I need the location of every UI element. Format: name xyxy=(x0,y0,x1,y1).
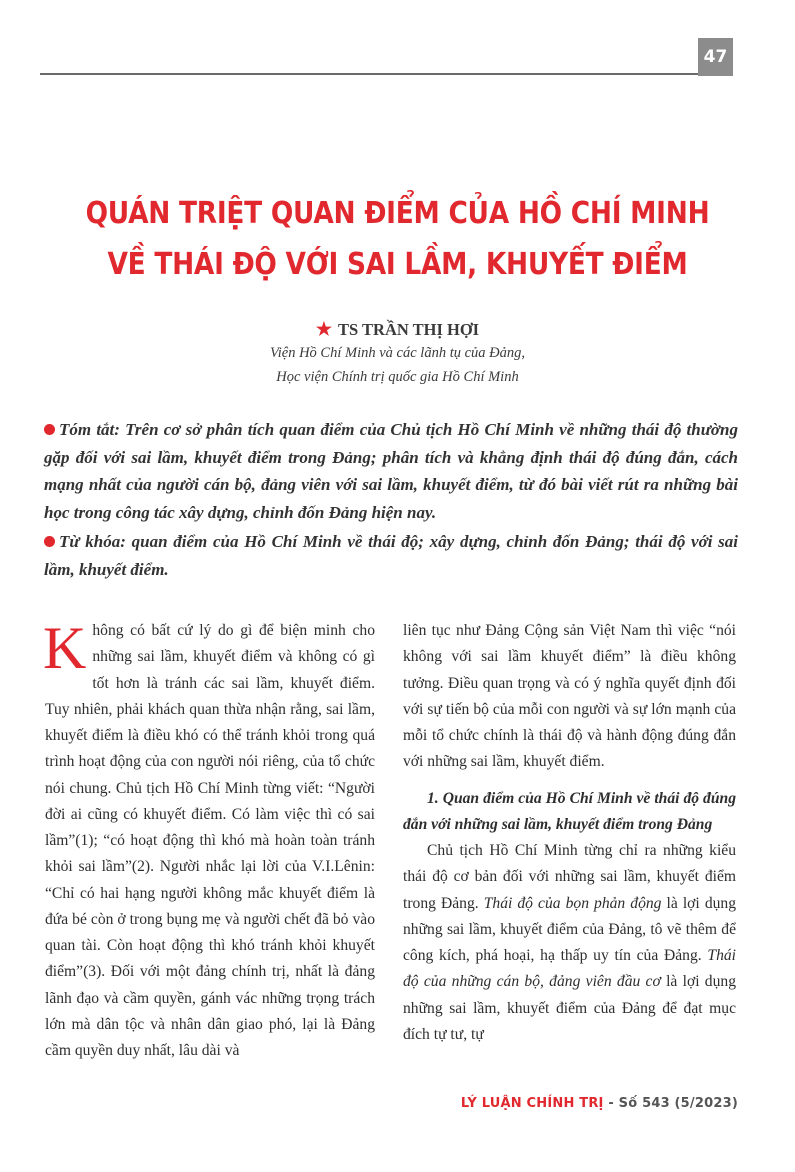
keywords-label: Từ khóa xyxy=(59,532,121,551)
author-name: TS TRẦN THỊ HỢI xyxy=(338,320,480,339)
body-right-column xyxy=(403,618,736,1048)
affiliation-line-2: Học viện Chính trị quốc gia Hồ Chí Minh xyxy=(276,369,519,385)
footer xyxy=(461,1096,738,1111)
issue-number: Số 543 (5/2023) xyxy=(618,1096,738,1111)
author-line xyxy=(0,319,795,340)
keywords-paragraph xyxy=(44,528,738,583)
keywords-text: : quan điểm của Hồ Chí Minh về thái độ; xây dựng, chỉnh đốn Đảng; thái độ với sai lầm, khuyết điểm. xyxy=(44,532,738,579)
affiliation-line-1: Viện Hồ Chí Minh và các lãnh tụ của Đảng, xyxy=(269,345,526,361)
p2-emphasis-1: Thái độ của bọn phản động xyxy=(483,894,662,912)
star-icon: ★ xyxy=(315,319,333,339)
p2-text-b: là lợi dụng những sai lầm, khuyết điểm của Đảng, tô vẽ thêm để công kích, phá hoại, hạ thấp uy tín của Đảng. xyxy=(403,894,737,964)
bullet-icon xyxy=(44,424,55,435)
title-line-1: QUÁN TRIỆT QUAN ĐIỂM CỦA HỒ CHÍ MINH xyxy=(85,196,710,231)
summary-label: Tóm tắt xyxy=(59,420,115,439)
summary-paragraph xyxy=(44,416,738,526)
intro-paragraph xyxy=(43,615,375,1064)
right-paragraph-2 xyxy=(403,838,736,1048)
footer-separator: - xyxy=(603,1096,619,1111)
journal-name: LÝ LUẬN CHÍNH TRỊ xyxy=(460,1096,604,1111)
section-heading: 1. Quan điểm của Hồ Chí Minh về thái độ đúng đắn với những sai lầm, khuyết điểm trong Đảng xyxy=(403,789,736,833)
header-rule xyxy=(40,73,698,75)
title-line-2: VỀ THÁI ĐỘ VỚI SAI LẦM, KHUYẾT ĐIỂM xyxy=(107,247,688,282)
left-column-text: hông có bất cứ lý do gì để biện minh cho những sai lầm, khuyết điểm và không có gì tốt hơn là tránh các sai lầm, khuyết điểm. Tuy nhiên, phải khách quan thừa nhận rằng, sai lầm, khuyết điểm là điều khó có thể tránh khỏi trong quá trình hoạt động của con người nói riêng, của tổ chức nói chung. Chủ tịch Hồ Chí Minh từng viết: “Người đời ai cũng có khuyết điểm. Có làm việc thì có sai lầm”(1); “có hoạt động thì khó mà hoàn toàn tránh khỏi sai lầm”(2). Người nhắc lại lời của V.I.Lênin: “Chỉ có hai hạng người không mắc khuyết điểm là đứa bé còn ở trong bụng mẹ và người chết đã bỏ vào quan tài. Còn hoạt động thì khó tránh khỏi khuyết điểm”(3). Đối với một đảng chính trị, nhất là đảng lãnh đạo và cầm quyền, gánh vác những trọng trách lớn mà dân tộc và nhân dân giao phó, lại là Đảng cầm quyền duy nhất, lâu dài và xyxy=(45,622,375,1059)
page-number-box xyxy=(698,38,733,76)
p2-emphasis-2: Thái độ của những cán bộ, đảng viên đầu cơ xyxy=(403,947,736,991)
drop-cap: K xyxy=(43,615,87,681)
bullet-icon xyxy=(44,536,55,547)
p2-text-c: là lợi dụng những sai lầm, khuyết điểm của Đảng để đạt mục đích tự tư, tự xyxy=(403,973,736,1043)
article-title xyxy=(48,188,748,290)
right-paragraph-1: liên tục như Đảng Cộng sản Việt Nam thì việc “nói không với sai lầm khuyết điểm” là điều không tưởng. Điều quan trọng và có ý nghĩa quyết định đối với sự tiến bộ của mỗi con người và sự lớn mạnh của mỗi tổ chức chính là thái độ và hành động đúng đắn với những sai lầm, khuyết điểm. xyxy=(403,622,736,771)
page-number: 47 xyxy=(703,47,728,67)
p2-text-a: Chủ tịch Hồ Chí Minh từng chỉ ra những kiểu thái độ cơ bản đối với những sai lầm, khuyết điểm trong Đảng. xyxy=(403,842,736,912)
summary-text: : Trên cơ sở phân tích quan điểm của Chủ tịch Hồ Chí Minh về những thái độ thường gặp đối với sai lầm, khuyết điểm trong Đảng; phân tích và khẳng định thái độ đúng đắn, cách mạng nhất của người cán bộ, đảng viên với sai lầm, khuyết điểm, từ đó bài viết rút ra những bài học trong công tác xây dựng, chỉnh đốn Đảng hiện nay. xyxy=(44,420,739,522)
abstract-block xyxy=(44,416,738,585)
body-left-column xyxy=(43,615,375,1064)
